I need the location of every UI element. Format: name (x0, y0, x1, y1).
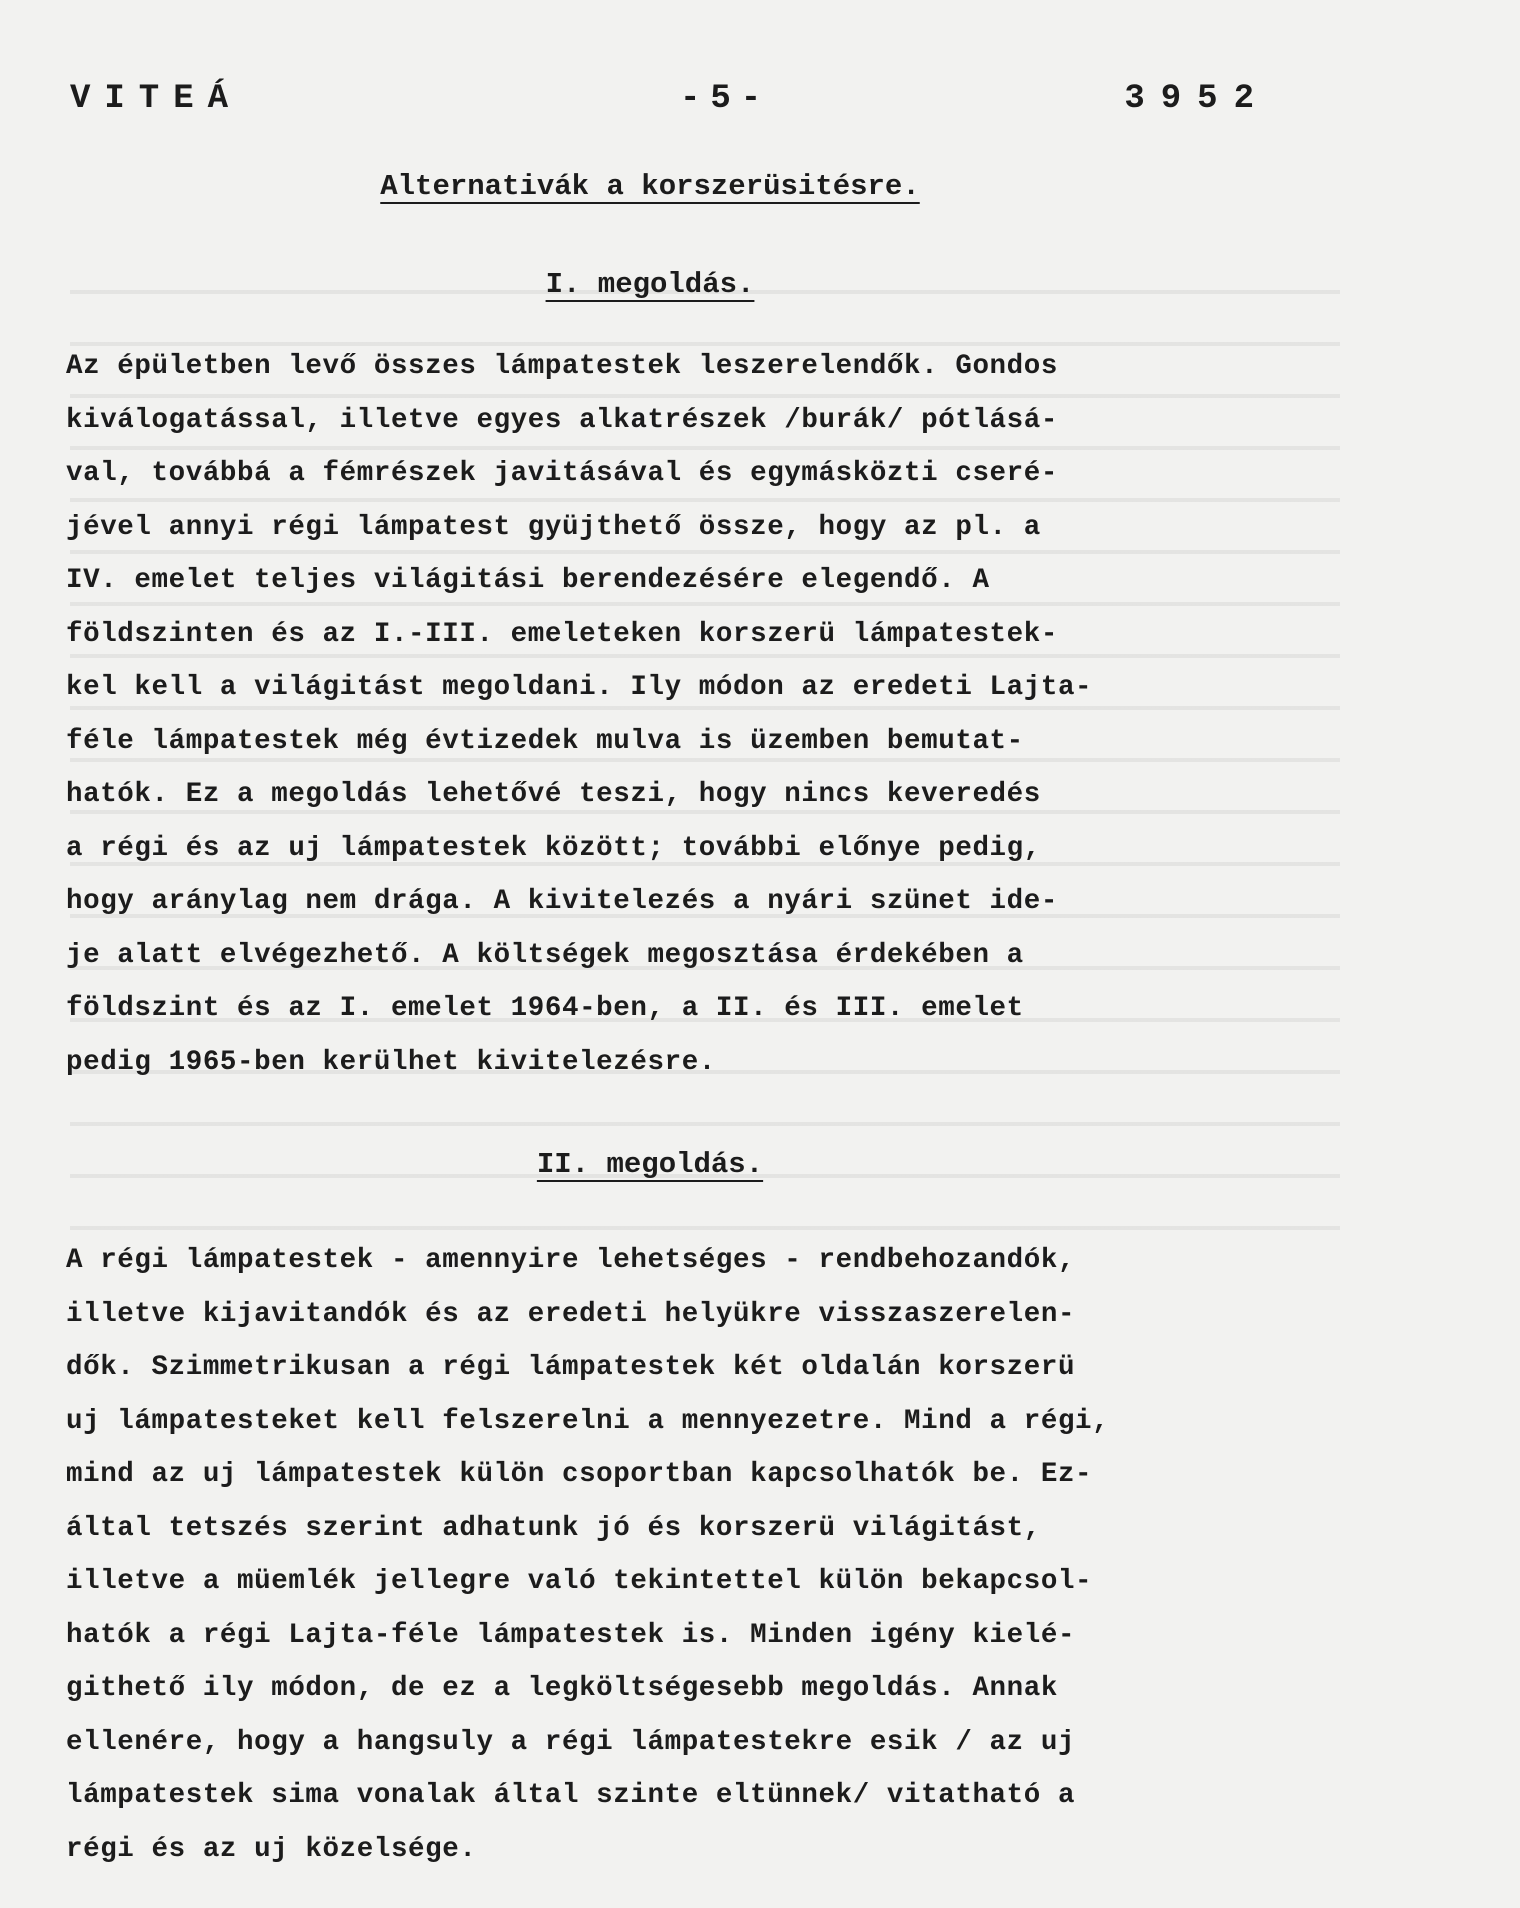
page-header (70, 80, 1270, 130)
text-line: hogy aránylag nem drága. A kivitelezés a nyári szünet ide- (66, 886, 1058, 917)
document-number: 3952 (1124, 80, 1270, 118)
text-line: githető ily módon, de ez a legköltségesebb megoldás. Annak (66, 1673, 1058, 1704)
section1-heading: I. megoldás. (545, 268, 755, 301)
text-line: IV. emelet teljes világitási berendezésére elegendő. A (66, 565, 990, 596)
text-line: kiválogatással, illetve egyes alkatrészek /burák/ pótlásá- (66, 404, 1058, 436)
text-line: kel kell a világitást megoldani. Ily módon az eredeti Lajta- (66, 672, 1093, 703)
text-line: hatók. Ez a megoldás lehetővé teszi, hogy nincs keveredés (66, 779, 1041, 810)
section1-paragraph (66, 340, 1336, 1089)
text-line: ellenére, hogy a hangsuly a régi lámpatestekre esik / az uj (66, 1726, 1076, 1758)
document-title: Alternativák a korszerüsitésre. (380, 170, 920, 203)
text-line: Az épületben levő összes lámpatestek leszerelendők. Gondos (66, 351, 1058, 382)
text-line: je alatt elvégezhető. A költségek megosztása érdekében a (66, 939, 1024, 971)
text-line: féle lámpatestek még évtizedek mulva is üzemben bemutat- (66, 725, 1024, 757)
text-line: régi és az uj közelsége. (66, 1833, 477, 1865)
text-line: uj lámpatesteket kell felszerelni a mennyezetre. Mind a régi, (66, 1405, 1110, 1437)
section2-heading: II. megoldás. (536, 1148, 764, 1181)
text-line: hatók a régi Lajta-féle lámpatestek is. Minden igény kielé- (66, 1619, 1076, 1651)
text-line: A régi lámpatestek - amennyire lehetséges - rendbehozandók, (66, 1245, 1076, 1276)
text-line: dők. Szimmetrikusan a régi lámpatestek két oldalán korszerü (66, 1352, 1076, 1383)
text-line: jével annyi régi lámpatest gyüjthető össze, hogy az pl. a (66, 511, 1041, 543)
text-line: mind az uj lámpatestek külön csoportban kapcsolhatók be. Ez- (66, 1459, 1093, 1490)
header-code: VITEÁ (70, 80, 243, 118)
section2-paragraph (66, 1234, 1336, 1876)
page-number: -5- (680, 80, 772, 118)
text-line: pedig 1965-ben kerülhet kivitelezésre. (66, 1046, 716, 1078)
text-line: lámpatestek sima vonalak által szinte eltünnek/ vitatható a (66, 1780, 1076, 1811)
text-line: val, továbbá a fémrészek javitásával és egymásközti cseré- (66, 458, 1058, 489)
text-line: a régi és az uj lámpatestek között; további előnye pedig, (66, 832, 1041, 864)
text-line: illetve kijavitandók és az eredeti helyükre visszaszerelen- (66, 1298, 1076, 1330)
text-line: földszinten és az I.-III. emeleteken korszerü lámpatestek- (66, 618, 1058, 650)
text-line: földszint és az I. emelet 1964-ben, a II. és III. emelet (66, 993, 1024, 1024)
text-line: által tetszés szerint adhatunk jó és korszerü világitást, (66, 1512, 1041, 1544)
text-line: illetve a müemlék jellegre való tekintettel külön bekapcsol- (66, 1566, 1093, 1597)
